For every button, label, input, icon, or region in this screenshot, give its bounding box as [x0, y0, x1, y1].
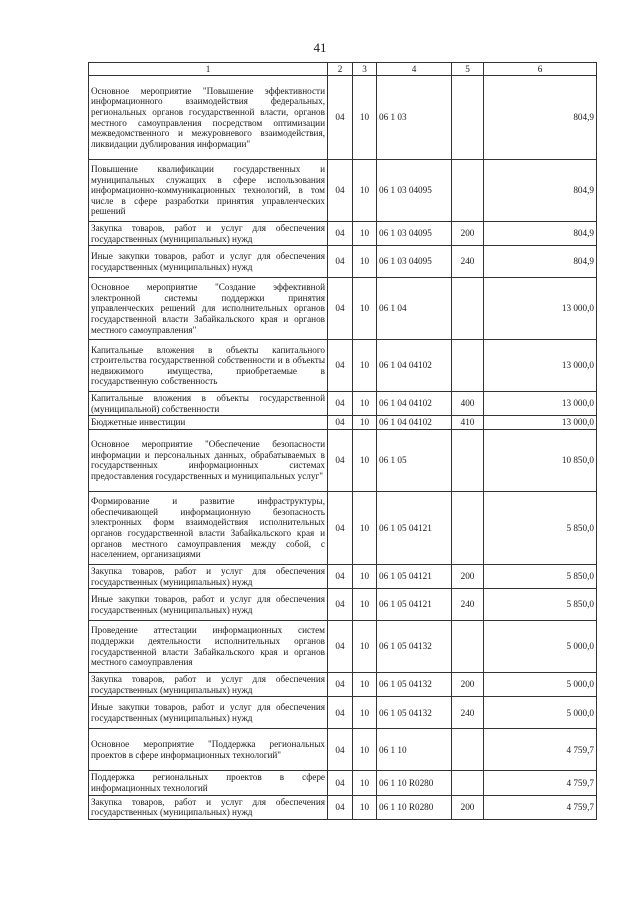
target-article-code: 06 1 05 04121 — [377, 491, 452, 564]
column-header: 4 — [377, 63, 452, 76]
column-header: 1 — [89, 63, 328, 76]
target-article-code: 06 1 04 04102 — [377, 416, 452, 430]
amount: 5 000,0 — [484, 673, 597, 697]
target-article-code: 06 1 03 04095 — [377, 246, 452, 278]
table-row — [89, 795, 597, 819]
item-description: Иные закупки товаров, работ и услуг для обеспечения государственных (муниципальных) нужд — [89, 246, 328, 278]
expense-type-code — [452, 278, 484, 340]
target-article-code: 06 1 04 04102 — [377, 340, 452, 392]
column-header: 6 — [484, 63, 597, 76]
section-code: 04 — [328, 673, 353, 697]
subsection-code: 10 — [353, 76, 377, 160]
section-code: 04 — [328, 278, 353, 340]
subsection-code: 10 — [353, 795, 377, 819]
subsection-code: 10 — [353, 222, 377, 246]
amount: 5 000,0 — [484, 697, 597, 729]
item-description: Формирование и развитие инфраструктуры, обеспечивающей информационную безопасность электронных форм взаимодействия исполнительных органов государственной власти Забайкальского края и органов местного самоуправления между собой, с населением, организациями — [89, 491, 328, 564]
target-article-code: 06 1 05 04132 — [377, 673, 452, 697]
expense-type-code: 200 — [452, 795, 484, 819]
amount: 13 000,0 — [484, 392, 597, 416]
table-header-row — [89, 63, 597, 76]
subsection-code: 10 — [353, 729, 377, 771]
section-code: 04 — [328, 697, 353, 729]
section-code: 04 — [328, 222, 353, 246]
expense-type-code: 240 — [452, 246, 484, 278]
subsection-code: 10 — [353, 673, 377, 697]
amount: 5 850,0 — [484, 589, 597, 621]
section-code: 04 — [328, 416, 353, 430]
table-row — [89, 429, 597, 491]
target-article-code: 06 1 04 04102 — [377, 392, 452, 416]
target-article-code: 06 1 03 — [377, 76, 452, 160]
table-row — [89, 76, 597, 160]
item-description: Основное мероприятие "Повышение эффективности информационного взаимодействия федеральных, региональных органов государственной власти, органов местного самоуправления посредством оптимизации межведомственного и межуровневого взаимодействия, ликвидации дублирования информации" — [89, 76, 328, 160]
budget-table — [88, 62, 597, 820]
subsection-code: 10 — [353, 246, 377, 278]
expense-type-code: 200 — [452, 673, 484, 697]
column-header: 3 — [353, 63, 377, 76]
table-row — [89, 621, 597, 673]
item-description: Закупка товаров, работ и услуг для обеспечения государственных (муниципальных) нужд — [89, 222, 328, 246]
target-article-code: 06 1 05 04132 — [377, 697, 452, 729]
section-code: 04 — [328, 76, 353, 160]
section-code: 04 — [328, 589, 353, 621]
subsection-code: 10 — [353, 340, 377, 392]
table-row — [89, 673, 597, 697]
target-article-code: 06 1 05 04121 — [377, 589, 452, 621]
item-description: Иные закупки товаров, работ и услуг для обеспечения государственных (муниципальных) нужд — [89, 589, 328, 621]
target-article-code: 06 1 05 04132 — [377, 621, 452, 673]
section-code: 04 — [328, 429, 353, 491]
subsection-code: 10 — [353, 278, 377, 340]
section-code: 04 — [328, 340, 353, 392]
amount: 13 000,0 — [484, 340, 597, 392]
section-code: 04 — [328, 729, 353, 771]
table-row — [89, 491, 597, 564]
item-description: Закупка товаров, работ и услуг для обеспечения государственных (муниципальных) нужд — [89, 673, 328, 697]
target-article-code: 06 1 03 04095 — [377, 222, 452, 246]
column-header: 5 — [452, 63, 484, 76]
amount: 804,9 — [484, 160, 597, 222]
item-description: Иные закупки товаров, работ и услуг для обеспечения государственных (муниципальных) нужд — [89, 697, 328, 729]
item-description: Закупка товаров, работ и услуг для обеспечения государственных (муниципальных) нужд — [89, 795, 328, 819]
amount: 4 759,7 — [484, 795, 597, 819]
amount: 13 000,0 — [484, 278, 597, 340]
subsection-code: 10 — [353, 771, 377, 795]
section-code: 04 — [328, 392, 353, 416]
expense-type-code — [452, 160, 484, 222]
section-code: 04 — [328, 564, 353, 588]
target-article-code: 06 1 10 R0280 — [377, 771, 452, 795]
expense-type-code — [452, 340, 484, 392]
subsection-code: 10 — [353, 697, 377, 729]
amount: 4 759,7 — [484, 729, 597, 771]
item-description: Капитальные вложения в объекты капитального строительства государственной собственности и в объекты недвижимого имущества, приобретаемые в государственную собственность — [89, 340, 328, 392]
subsection-code: 10 — [353, 392, 377, 416]
amount: 5 850,0 — [484, 564, 597, 588]
table-row — [89, 392, 597, 416]
target-article-code: 06 1 05 04121 — [377, 564, 452, 588]
amount: 804,9 — [484, 246, 597, 278]
subsection-code: 10 — [353, 491, 377, 564]
subsection-code: 10 — [353, 589, 377, 621]
target-article-code: 06 1 04 — [377, 278, 452, 340]
amount: 5 850,0 — [484, 491, 597, 564]
section-code: 04 — [328, 491, 353, 564]
table-row — [89, 697, 597, 729]
subsection-code: 10 — [353, 160, 377, 222]
section-code: 04 — [328, 160, 353, 222]
section-code: 04 — [328, 246, 353, 278]
target-article-code: 06 1 03 04095 — [377, 160, 452, 222]
amount: 5 000,0 — [484, 621, 597, 673]
table-row — [89, 246, 597, 278]
table-row — [89, 564, 597, 588]
item-description: Закупка товаров, работ и услуг для обеспечения государственных (муниципальных) нужд — [89, 564, 328, 588]
section-code: 04 — [328, 621, 353, 673]
amount: 804,9 — [484, 76, 597, 160]
table-row — [89, 729, 597, 771]
section-code: 04 — [328, 771, 353, 795]
amount: 13 000,0 — [484, 416, 597, 430]
section-code: 04 — [328, 795, 353, 819]
subsection-code: 10 — [353, 621, 377, 673]
expense-type-code: 200 — [452, 222, 484, 246]
item-description: Основное мероприятие "Обеспечение безопасности информации и персональных данных, обрабатываемых в государственных информационных системах предоставления государственных и муниципальных услуг" — [89, 429, 328, 491]
table-row — [89, 160, 597, 222]
amount: 10 850,0 — [484, 429, 597, 491]
expense-type-code — [452, 729, 484, 771]
amount: 4 759,7 — [484, 771, 597, 795]
expense-type-code — [452, 76, 484, 160]
target-article-code: 06 1 10 — [377, 729, 452, 771]
item-description: Основное мероприятие "Поддержка региональных проектов в сфере информационных технологий" — [89, 729, 328, 771]
item-description: Капитальные вложения в объекты государственной (муниципальной) собственности — [89, 392, 328, 416]
expense-type-code — [452, 771, 484, 795]
item-description: Проведение аттестации информационных систем поддержки деятельности исполнительных органов государственной власти Забайкальского края и органов местного самоуправления — [89, 621, 328, 673]
subsection-code: 10 — [353, 416, 377, 430]
column-header: 2 — [328, 63, 353, 76]
item-description: Повышение квалификации государственных и муниципальных служащих в сфере использования информационно-коммуникационных технологий, в том числе в сфере разработки принятия управленческих решений — [89, 160, 328, 222]
expense-type-code: 410 — [452, 416, 484, 430]
item-description: Основное мероприятие "Создание эффективной электронной системы поддержки принятия управленческих решений для исполнительных органов государственной власти Забайкальского края и органов местного самоуправления" — [89, 278, 328, 340]
target-article-code: 06 1 10 R0280 — [377, 795, 452, 819]
expense-type-code: 200 — [452, 564, 484, 588]
table-row — [89, 340, 597, 392]
table-row — [89, 589, 597, 621]
item-description: Поддержка региональных проектов в сфере информационных технологий — [89, 771, 328, 795]
subsection-code: 10 — [353, 564, 377, 588]
expense-type-code — [452, 491, 484, 564]
expense-type-code — [452, 429, 484, 491]
subsection-code: 10 — [353, 429, 377, 491]
expense-type-code: 400 — [452, 392, 484, 416]
expense-type-code: 240 — [452, 589, 484, 621]
table-row — [89, 278, 597, 340]
amount: 804,9 — [484, 222, 597, 246]
table-row — [89, 222, 597, 246]
expense-type-code — [452, 621, 484, 673]
table-row — [89, 771, 597, 795]
expense-type-code: 240 — [452, 697, 484, 729]
table-row — [89, 416, 597, 430]
page-number: 41 — [313, 40, 327, 55]
item-description: Бюджетные инвестиции — [89, 416, 328, 430]
target-article-code: 06 1 05 — [377, 429, 452, 491]
